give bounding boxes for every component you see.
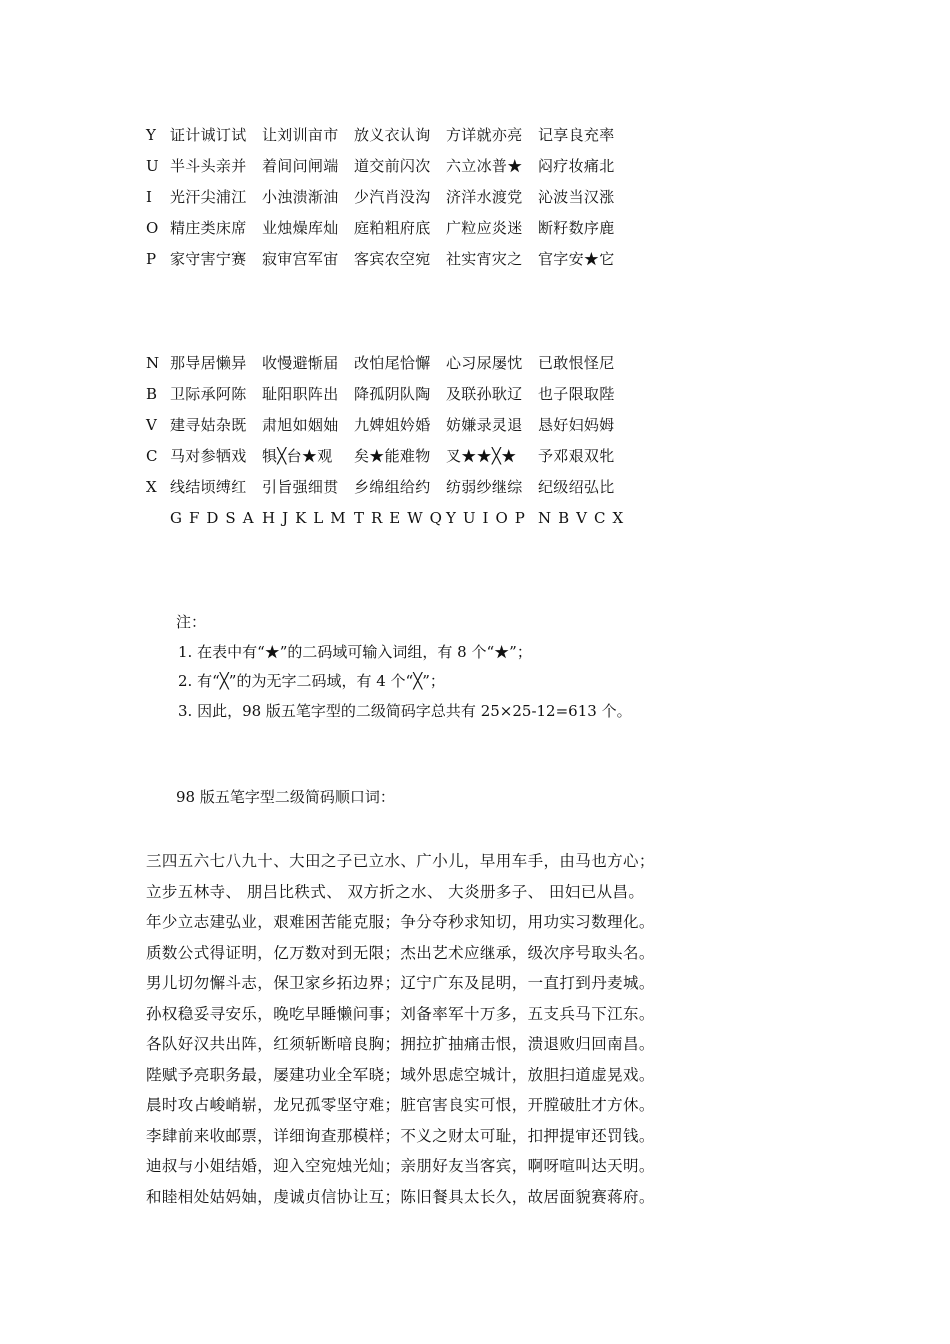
code-cell: 断籽数序鹿: [538, 219, 615, 237]
code-row: [146, 348, 630, 379]
code-cell: 马对参牺戏: [170, 447, 247, 465]
code-cell: 放义衣认询: [354, 126, 431, 144]
rhyme-line: 男儿切勿懈斗志，保卫家乡拓边界；辽宁广东及昆明，一直打到丹麦城。: [146, 974, 655, 992]
row-key: N: [146, 354, 160, 372]
code-row: [146, 410, 630, 441]
row-key: Y: [146, 126, 156, 144]
code-cell: 家守害宁赛: [170, 250, 247, 268]
rhyme-text: [146, 846, 655, 1212]
code-cell: 矣★能难物: [354, 447, 431, 465]
rhyme-line: 孙权稳妥寻安乐，晚吃早睡懒问事；刘备率军十万多，五支兵马下江东。: [146, 1004, 655, 1023]
footer-key-group: TREWQ: [354, 509, 449, 527]
code-cell: 予邓艰双牝: [538, 447, 615, 465]
code-cell: 降孤阴队陶: [354, 385, 431, 403]
code-cell: 社实宵灾之: [446, 250, 523, 268]
row-key: V: [146, 416, 157, 434]
note-item: 2. 有“╳”的为无字二码域，有 4 个“╳”；: [178, 672, 445, 690]
code-cell: 犋╳台★观: [262, 447, 333, 465]
code-cell: 寂审宫军宙: [262, 250, 339, 268]
rhyme-line: 陛赋予亮职务最，屡建功业全军晓；域外思虑空城计，放胆扫道虚晃戏。: [146, 1065, 655, 1084]
code-cell: 卫际承阿陈: [170, 385, 247, 403]
code-cell: 叉★★╳★: [446, 447, 517, 465]
footer-keys-row: [146, 503, 630, 534]
code-row: [146, 182, 630, 213]
code-row: [146, 213, 630, 244]
row-key: U: [146, 157, 159, 175]
rhyme-line: 年少立志建弘业，艰难困苦能克服；争分夺秒求知切，用功实习数理化。: [146, 913, 655, 931]
notes-section: [176, 608, 632, 726]
rhyme-line: 晨时攻占峻峭崭，龙兄孤零坚守难；脏官害良实可恨，开膛破肚才方休。: [146, 1096, 655, 1114]
rhyme-line: 三四五六七八九十、大田之子已立水、广小儿，早用车手，由马也方心；: [146, 852, 655, 870]
footer-key-group: YUIOP: [446, 509, 532, 527]
code-cell: 方详就亦亮: [446, 126, 523, 144]
code-row: [146, 441, 630, 472]
rhyme-line: 迪叔与小姐结婚，迎入空宛烛光灿；亲朋好友当客宾，啊呀喧叫达天明。: [146, 1157, 655, 1175]
row-key: I: [146, 188, 152, 206]
note-item: 3. 因此，98 版五笔字型的二级简码字总共有 25×25-12=613 个。: [178, 701, 632, 720]
code-table-upper: [146, 120, 630, 275]
code-cell: 光汗尖浦江: [170, 188, 247, 206]
code-cell: 客宾农空宛: [354, 250, 431, 268]
code-cell: 官字安★它: [538, 250, 615, 268]
code-cell: 小浊溃渐油: [262, 188, 339, 206]
code-cell: 收慢避惭届: [262, 354, 339, 372]
code-cell: 心习尿屡忱: [446, 354, 523, 372]
code-cell: 精庄类床席: [170, 219, 247, 237]
notes-title: 注：: [176, 613, 207, 631]
rhyme-line: 和睦相处姑妈妯，虔诚贞信协让互；陈旧餐具太长久，故居面貌赛蒋府。: [146, 1187, 655, 1206]
code-cell: 也子限取陛: [538, 385, 615, 403]
row-key: B: [146, 385, 158, 403]
note-item: 1. 在表中有“★”的二码域可输入词组，有 8 个“★”；: [178, 642, 532, 661]
code-cell: 改怕尾恰懈: [354, 354, 431, 372]
code-cell: 已敢恨怪尼: [538, 354, 615, 372]
code-cell: 建寻姑杂既: [170, 416, 247, 434]
code-cell: 记享良充率: [538, 126, 615, 144]
code-cell: 广粒应炎迷: [446, 219, 523, 237]
code-cell: 证计诚订试: [170, 126, 247, 144]
code-table-lower: [146, 348, 630, 534]
code-cell: 线结顷缚红: [170, 478, 247, 496]
code-cell: 半斗头亲并: [170, 157, 247, 175]
row-key: C: [146, 447, 158, 465]
code-row: [146, 472, 630, 503]
row-key: X: [146, 478, 157, 496]
code-cell: 道交前闪次: [354, 157, 431, 175]
rhyme-line: 立步五林寺、 朋吕比秩式、 双方折之水、 大炎册多子、 田妇已从昌。: [146, 882, 645, 901]
code-row: [146, 151, 630, 182]
code-cell: 着间问闸端: [262, 157, 339, 175]
code-cell: 闷疗妆痛北: [538, 157, 615, 175]
rhyme-line: 质数公式得证明，亿万数对到无限；杰出艺术应继承，级次序号取头名。: [146, 943, 655, 962]
code-row: [146, 379, 630, 410]
row-key: O: [146, 219, 159, 237]
code-cell: 庭粕粗府底: [354, 219, 431, 237]
code-cell: 妨嫌录灵退: [446, 416, 523, 434]
code-cell: 让刘训亩市: [262, 126, 339, 144]
code-cell: 乡绵组给约: [354, 478, 431, 496]
code-cell: 少汽肖没沟: [354, 188, 431, 206]
code-row: [146, 120, 630, 151]
row-key: P: [146, 250, 157, 268]
code-cell: 那导居懒异: [170, 354, 247, 372]
code-cell: 六立冰普★: [446, 157, 523, 175]
rhyme-line: 各队好汉共出阵，红须斩断喑良胸；拥拉扩抽痛击恨，溃退败归回南昌。: [146, 1035, 655, 1053]
code-cell: 肃旭如姻妯: [262, 416, 339, 434]
code-cell: 纪级绍弘比: [538, 478, 615, 496]
footer-key-group: NBVCX: [538, 509, 631, 527]
code-cell: 业烛燥库灿: [262, 219, 339, 237]
code-cell: 九婢姐妗婚: [354, 416, 431, 434]
rhyme-line: 李肆前来收邮票，详细询查那模样；不义之财太可耻，扣押提审还罚钱。: [146, 1126, 655, 1145]
code-cell: 济洋水渡党: [446, 188, 523, 206]
row-key: [146, 503, 170, 534]
code-cell: 恳好妇妈姆: [538, 416, 615, 434]
footer-key-group: GFDSA: [170, 509, 261, 527]
code-cell: 引旨强细贯: [262, 478, 339, 496]
code-cell: 纺弱纱继综: [446, 478, 523, 496]
code-row: [146, 244, 630, 275]
code-cell: 沁波当汉涨: [538, 188, 615, 206]
code-cell: 及联孙耿辽: [446, 385, 523, 403]
code-cell: 耻阳职阵出: [262, 385, 339, 403]
footer-key-group: HJKLM: [262, 509, 353, 527]
rhyme-title: 98 版五笔字型二级简码顺口词：: [176, 788, 395, 806]
